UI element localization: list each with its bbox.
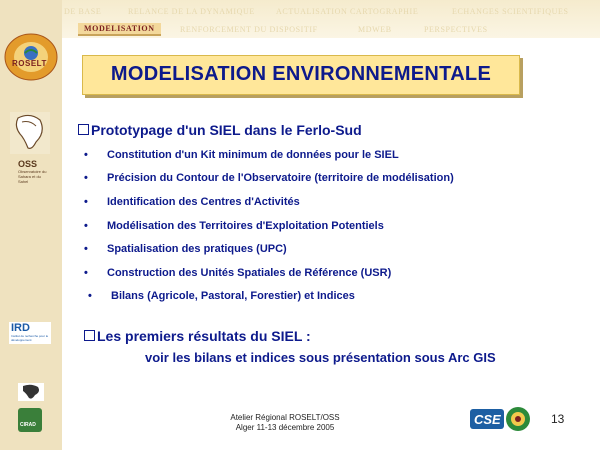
cse-logo-label: CSE: [474, 412, 501, 427]
checkbox-bullet-icon: [78, 124, 89, 135]
results-subline: voir les bilans et indices sous présentation sous Arc GIS: [145, 350, 496, 365]
africa-map-logo: [18, 383, 44, 406]
list-item-text: Constitution d'un Kit minimum de données pour le SIEL: [107, 149, 399, 161]
section-heading-text: Les premiers résultats du SIEL :: [97, 328, 311, 344]
oss-logo-caption: Observatoire du Sahara et du Sahel: [18, 169, 47, 184]
page-number: 13: [551, 412, 565, 426]
footer-line-1: Atelier Régional ROSELT/OSS: [230, 413, 340, 422]
africa-map-icon: [18, 383, 44, 401]
oss-logo: [10, 112, 52, 184]
bullet-dot-icon: •: [84, 220, 88, 232]
roselt-logo-label: ROSELT: [12, 59, 47, 68]
cirad-logo-label: CIRAD: [20, 422, 36, 428]
section-heading-resultats: [84, 328, 311, 344]
bullet-dot-icon: •: [84, 149, 88, 161]
bullet-dot-icon: •: [84, 172, 88, 184]
list-item-text: Précision du Contour de l'Observatoire (territoire de modélisation): [107, 172, 454, 184]
top-navigation: [62, 0, 600, 38]
list-item-text: Construction des Unités Spatiales de Référence (USR): [107, 267, 392, 279]
ird-logo: [9, 322, 51, 344]
nav-item-relance[interactable]: RELANCE DE LA DYNAMIQUE: [128, 7, 255, 16]
page-title: MODELISATION ENVIRONNEMENTALE: [110, 63, 492, 85]
nav-item-de-base[interactable]: DE BASE: [64, 7, 102, 16]
bullet-dot-icon: •: [88, 290, 92, 302]
roselt-logo-icon: [4, 33, 58, 81]
ird-logo-label: IRD: [11, 322, 30, 334]
section-heading-text: Prototypage d'un SIEL dans le Ferlo-Sud: [91, 122, 362, 138]
ird-logo-caption: Institut de recherche pour le développement: [11, 334, 49, 342]
title-banner: [82, 55, 520, 95]
checkbox-bullet-icon: [84, 330, 95, 341]
nav-item-mdweb[interactable]: MDWEB: [358, 25, 392, 34]
bullet-dot-icon: •: [84, 243, 88, 255]
oss-logo-icon: [10, 112, 50, 154]
bullet-dot-icon: •: [84, 196, 88, 208]
cirad-logo: [18, 408, 42, 432]
nav-item-perspectives[interactable]: PERSPECTIVES: [424, 25, 488, 34]
nav-item-modelisation[interactable]: MODELISATION: [78, 23, 161, 36]
cse-logo: [470, 405, 534, 438]
list-item-text: Modélisation des Territoires d'Exploitation Potentiels: [107, 220, 384, 232]
list-item-text: Bilans (Agricole, Pastoral, Forestier) et Indices: [111, 290, 355, 302]
footer-line-2: Alger 11-13 décembre 2005: [235, 423, 335, 432]
list-item-text: Spatialisation des pratiques (UPC): [107, 243, 287, 255]
nav-item-renforcement[interactable]: RENFORCEMENT DU DISPOSITIF: [180, 25, 318, 34]
nav-item-echanges[interactable]: ECHANGES SCIENTIFIQUES: [452, 7, 569, 16]
list-item-text: Identification des Centres d'Activités: [107, 196, 300, 208]
nav-item-actualisation[interactable]: ACTUALISATION CARTOGRAPHIE: [276, 7, 419, 16]
oss-logo-label: OSS: [18, 159, 38, 169]
section-heading-prototypage: [78, 122, 362, 138]
footer-caption: [230, 413, 340, 433]
roselt-logo: [4, 33, 58, 86]
bullet-dot-icon: •: [84, 267, 88, 279]
